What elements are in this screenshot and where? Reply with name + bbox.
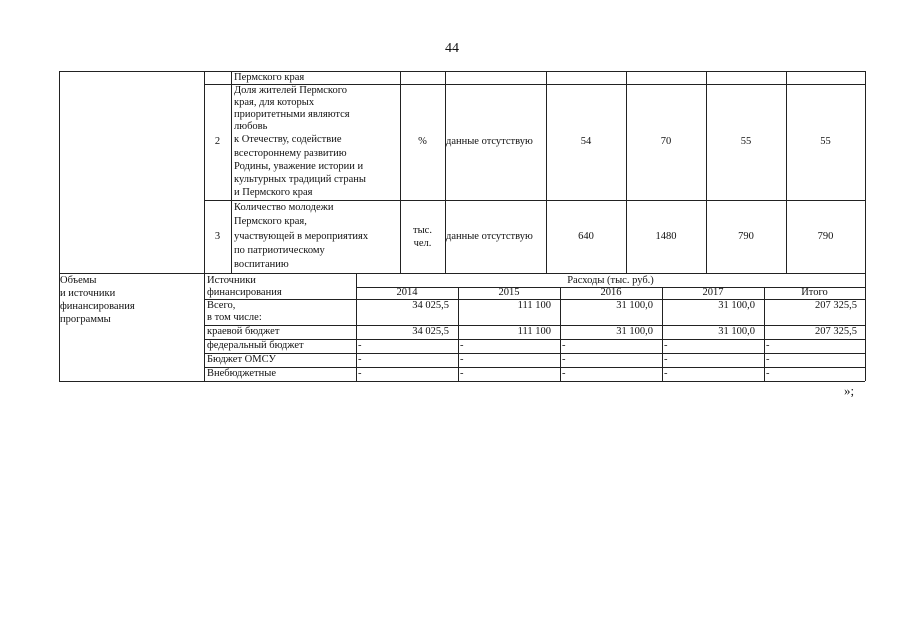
dash-cell: - — [460, 368, 464, 379]
rule — [865, 71, 866, 381]
rule — [59, 381, 865, 382]
regional-cell: 31 100,0 — [616, 326, 653, 337]
year-header: 2015 — [498, 287, 520, 298]
rule — [626, 71, 627, 273]
regional-cell: 31 100,0 — [718, 326, 755, 337]
indicator-unit: чел. — [413, 238, 432, 249]
expenses-header: Расходы (тыс. руб.) — [567, 275, 654, 286]
dash-cell: - — [358, 354, 362, 365]
value-cell: 790 — [817, 231, 834, 242]
year-header: 2016 — [600, 287, 622, 298]
closing-quote-mark: »; — [844, 383, 855, 398]
year-header: 2014 — [396, 287, 418, 298]
dash-cell: - — [358, 368, 362, 379]
page-number: 44 — [445, 41, 459, 56]
dash-cell: - — [766, 340, 770, 351]
rule — [204, 200, 865, 201]
total-cell: 31 100,0 — [616, 300, 653, 311]
total-cell: 207 325,5 — [815, 300, 857, 311]
rule — [59, 71, 60, 381]
value-cell: 54 — [580, 136, 592, 147]
value-cell: 790 — [738, 231, 754, 242]
dash-cell: - — [562, 340, 566, 351]
total-cell: 111 100 — [517, 300, 551, 311]
region-tail-text: Пермского края — [234, 72, 305, 83]
year-header: Итого — [801, 287, 828, 298]
rule — [231, 71, 232, 273]
row-number: 3 — [214, 231, 221, 242]
dash-cell: - — [358, 340, 362, 351]
base-value: данные отсутствую — [446, 137, 533, 147]
dash-cell: - — [460, 340, 464, 351]
dash-cell: - — [664, 368, 668, 379]
indicator-unit: % — [418, 136, 427, 147]
value-cell: 70 — [660, 136, 672, 147]
value-cell: 55 — [740, 136, 752, 147]
value-cell: 55 — [820, 136, 831, 147]
regional-cell: 207 325,5 — [815, 326, 857, 337]
row-number: 2 — [214, 136, 221, 147]
rule — [546, 71, 547, 273]
extra-budget-label: Внебюджетные — [207, 368, 276, 379]
total-cell: 34 025,5 — [412, 300, 449, 311]
year-header: 2017 — [702, 287, 724, 298]
rule — [59, 71, 865, 72]
regional-cell: 111 100 — [517, 326, 551, 337]
base-value: данные отсутствую — [446, 232, 533, 242]
value-cell: 1480 — [655, 231, 677, 242]
value-cell: 640 — [578, 231, 594, 242]
rule — [786, 71, 787, 273]
federal-budget-label: федеральный бюджет — [207, 340, 304, 351]
dash-cell: - — [562, 368, 566, 379]
rule — [706, 71, 707, 273]
indicator-unit: тыс. — [413, 225, 432, 236]
dash-cell: - — [766, 368, 770, 379]
dash-cell: - — [664, 340, 668, 351]
rule — [204, 71, 205, 381]
total-cell: 31 100,0 — [718, 300, 755, 311]
regional-cell: 34 025,5 — [412, 326, 449, 337]
dash-cell: - — [562, 354, 566, 365]
rule — [445, 71, 446, 273]
rule — [59, 273, 865, 274]
dash-cell: - — [664, 354, 668, 365]
dash-cell: - — [766, 354, 770, 365]
regional-budget-label: краевой бюджет — [207, 326, 280, 337]
omsu-budget-label: Бюджет ОМСУ — [207, 354, 276, 365]
dash-cell: - — [460, 354, 464, 365]
